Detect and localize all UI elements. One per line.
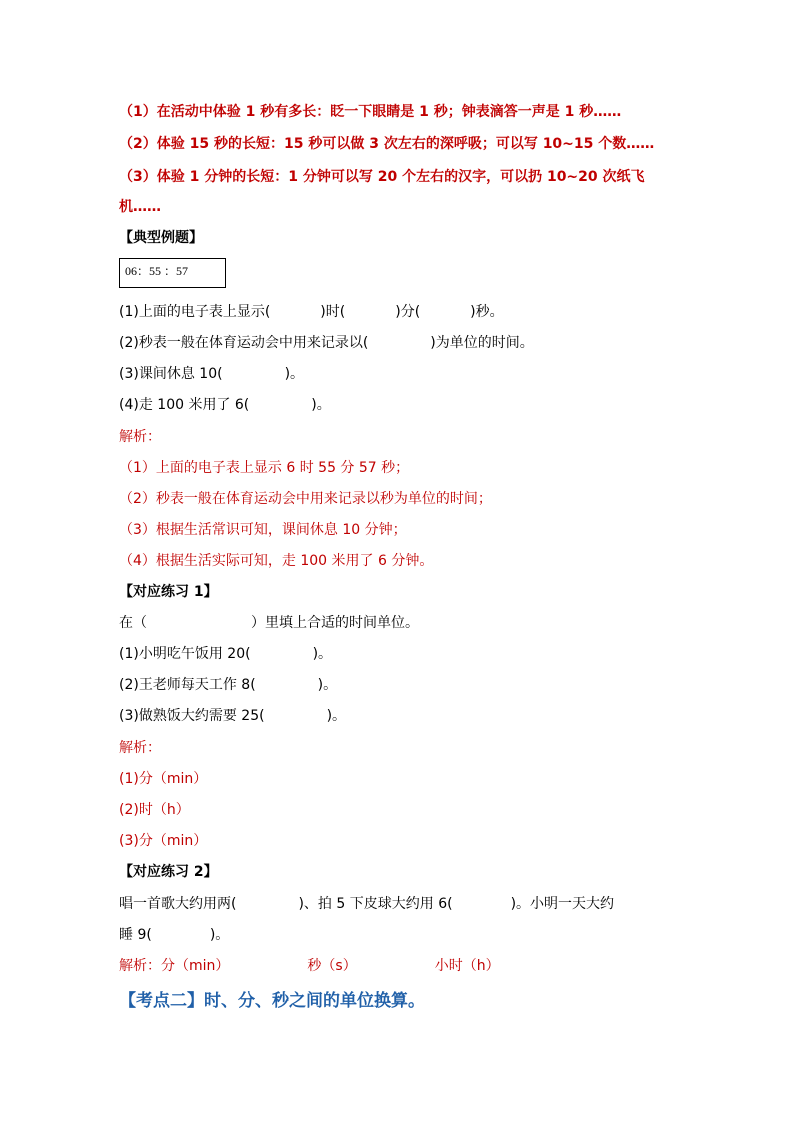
question-text: )秒。 [470, 304, 504, 320]
intro-line-2: （2）体验 15 秒的长短：15 秒可以做 3 次左右的深呼吸；可以写 10~15 个数…… [119, 136, 655, 152]
question-text: (1)上面的电子表上显示( [119, 304, 271, 320]
practice1-answer-3: (3)分（min） [119, 833, 208, 849]
practice2-answer [119, 957, 500, 975]
practice1-question-2 [119, 676, 337, 694]
intro-line-3: （3）体验 1 分钟的长短：1 分钟可以写 20 个左右的汉字，可以扔 10~20 次纸飞 [119, 169, 645, 185]
question-text: )。 [311, 397, 331, 413]
practice2-line-1 [119, 895, 614, 913]
example-answer-4: （4）根据生活实际可知，走 100 米用了 6 分钟。 [119, 553, 434, 569]
example-question-4 [119, 396, 331, 414]
answer-3: 小时（h） [434, 958, 500, 974]
example-question-1 [119, 303, 504, 321]
question-text: (2)秒表一般在体育运动会中用来记录以( [119, 335, 369, 351]
question-text: )为单位的时间。 [430, 335, 534, 351]
question-text: (3)做熟饭大约需要 25( [119, 708, 265, 724]
practice1-question-1 [119, 645, 332, 663]
clock-time: 06：55 ：57 [125, 264, 189, 278]
question-text: )分( [395, 304, 421, 320]
practice1-answer-2: (2)时（h） [119, 802, 190, 818]
question-text: )。 [317, 677, 338, 693]
practice1-answer-1: (1)分（min） [119, 771, 208, 787]
question-text: )时( [320, 304, 346, 320]
example-heading: 【典型例题】 [119, 230, 203, 246]
example-answer-3: （3）根据生活常识可知，课间休息 10 分钟； [119, 522, 407, 538]
question-text: )。 [209, 927, 230, 943]
instruction-text: 在（ [119, 615, 147, 631]
question-text: )。小明一天大约 [510, 896, 615, 912]
practice2-heading: 【对应练习 2】 [119, 864, 218, 880]
intro-line-4: 机…… [119, 199, 161, 215]
digital-clock-display [119, 258, 226, 288]
practice1-heading: 【对应练习 1】 [119, 584, 218, 600]
question-text: (3)课间休息 10( [119, 366, 223, 382]
answer-2: 秒（s） [307, 958, 357, 974]
question-text: (1)小明吃午饭用 20( [119, 646, 251, 662]
example-answer-2: （2）秒表一般在体育运动会中用来记录以秒为单位的时间； [119, 491, 492, 507]
practice1-analysis-label: 解析： [119, 740, 161, 756]
answer-1: 分（min） [161, 958, 230, 974]
question-text: )、拍 5 下皮球大约用 6( [298, 896, 453, 912]
intro-line-1: （1）在活动中体验 1 秒有多长：眨一下眼睛是 1 秒；钟表滴答一声是 1 秒…… [119, 104, 622, 120]
question-text: 唱一首歌大约用两( [119, 896, 237, 912]
practice1-instruction [119, 614, 419, 632]
example-answer-1: （1）上面的电子表上显示 6 时 55 分 57 秒； [119, 460, 410, 476]
example-analysis-label: 解析： [119, 429, 161, 445]
question-text: )。 [312, 646, 333, 662]
practice2-line-2 [119, 926, 229, 944]
section-2-heading: 【考点二】时、分、秒之间的单位换算。 [119, 991, 425, 1011]
question-text: 睡 9( [119, 927, 152, 943]
question-text: )。 [326, 708, 347, 724]
example-question-2 [119, 334, 534, 352]
question-text: (4)走 100 米用了 6( [119, 397, 250, 413]
instruction-text: ）里填上合适的时间单位。 [251, 615, 419, 631]
question-text: (2)王老师每天工作 8( [119, 677, 256, 693]
question-text: )。 [284, 366, 305, 382]
example-question-3 [119, 365, 304, 383]
practice1-question-3 [119, 707, 346, 725]
analysis-label: 解析： [119, 958, 161, 974]
